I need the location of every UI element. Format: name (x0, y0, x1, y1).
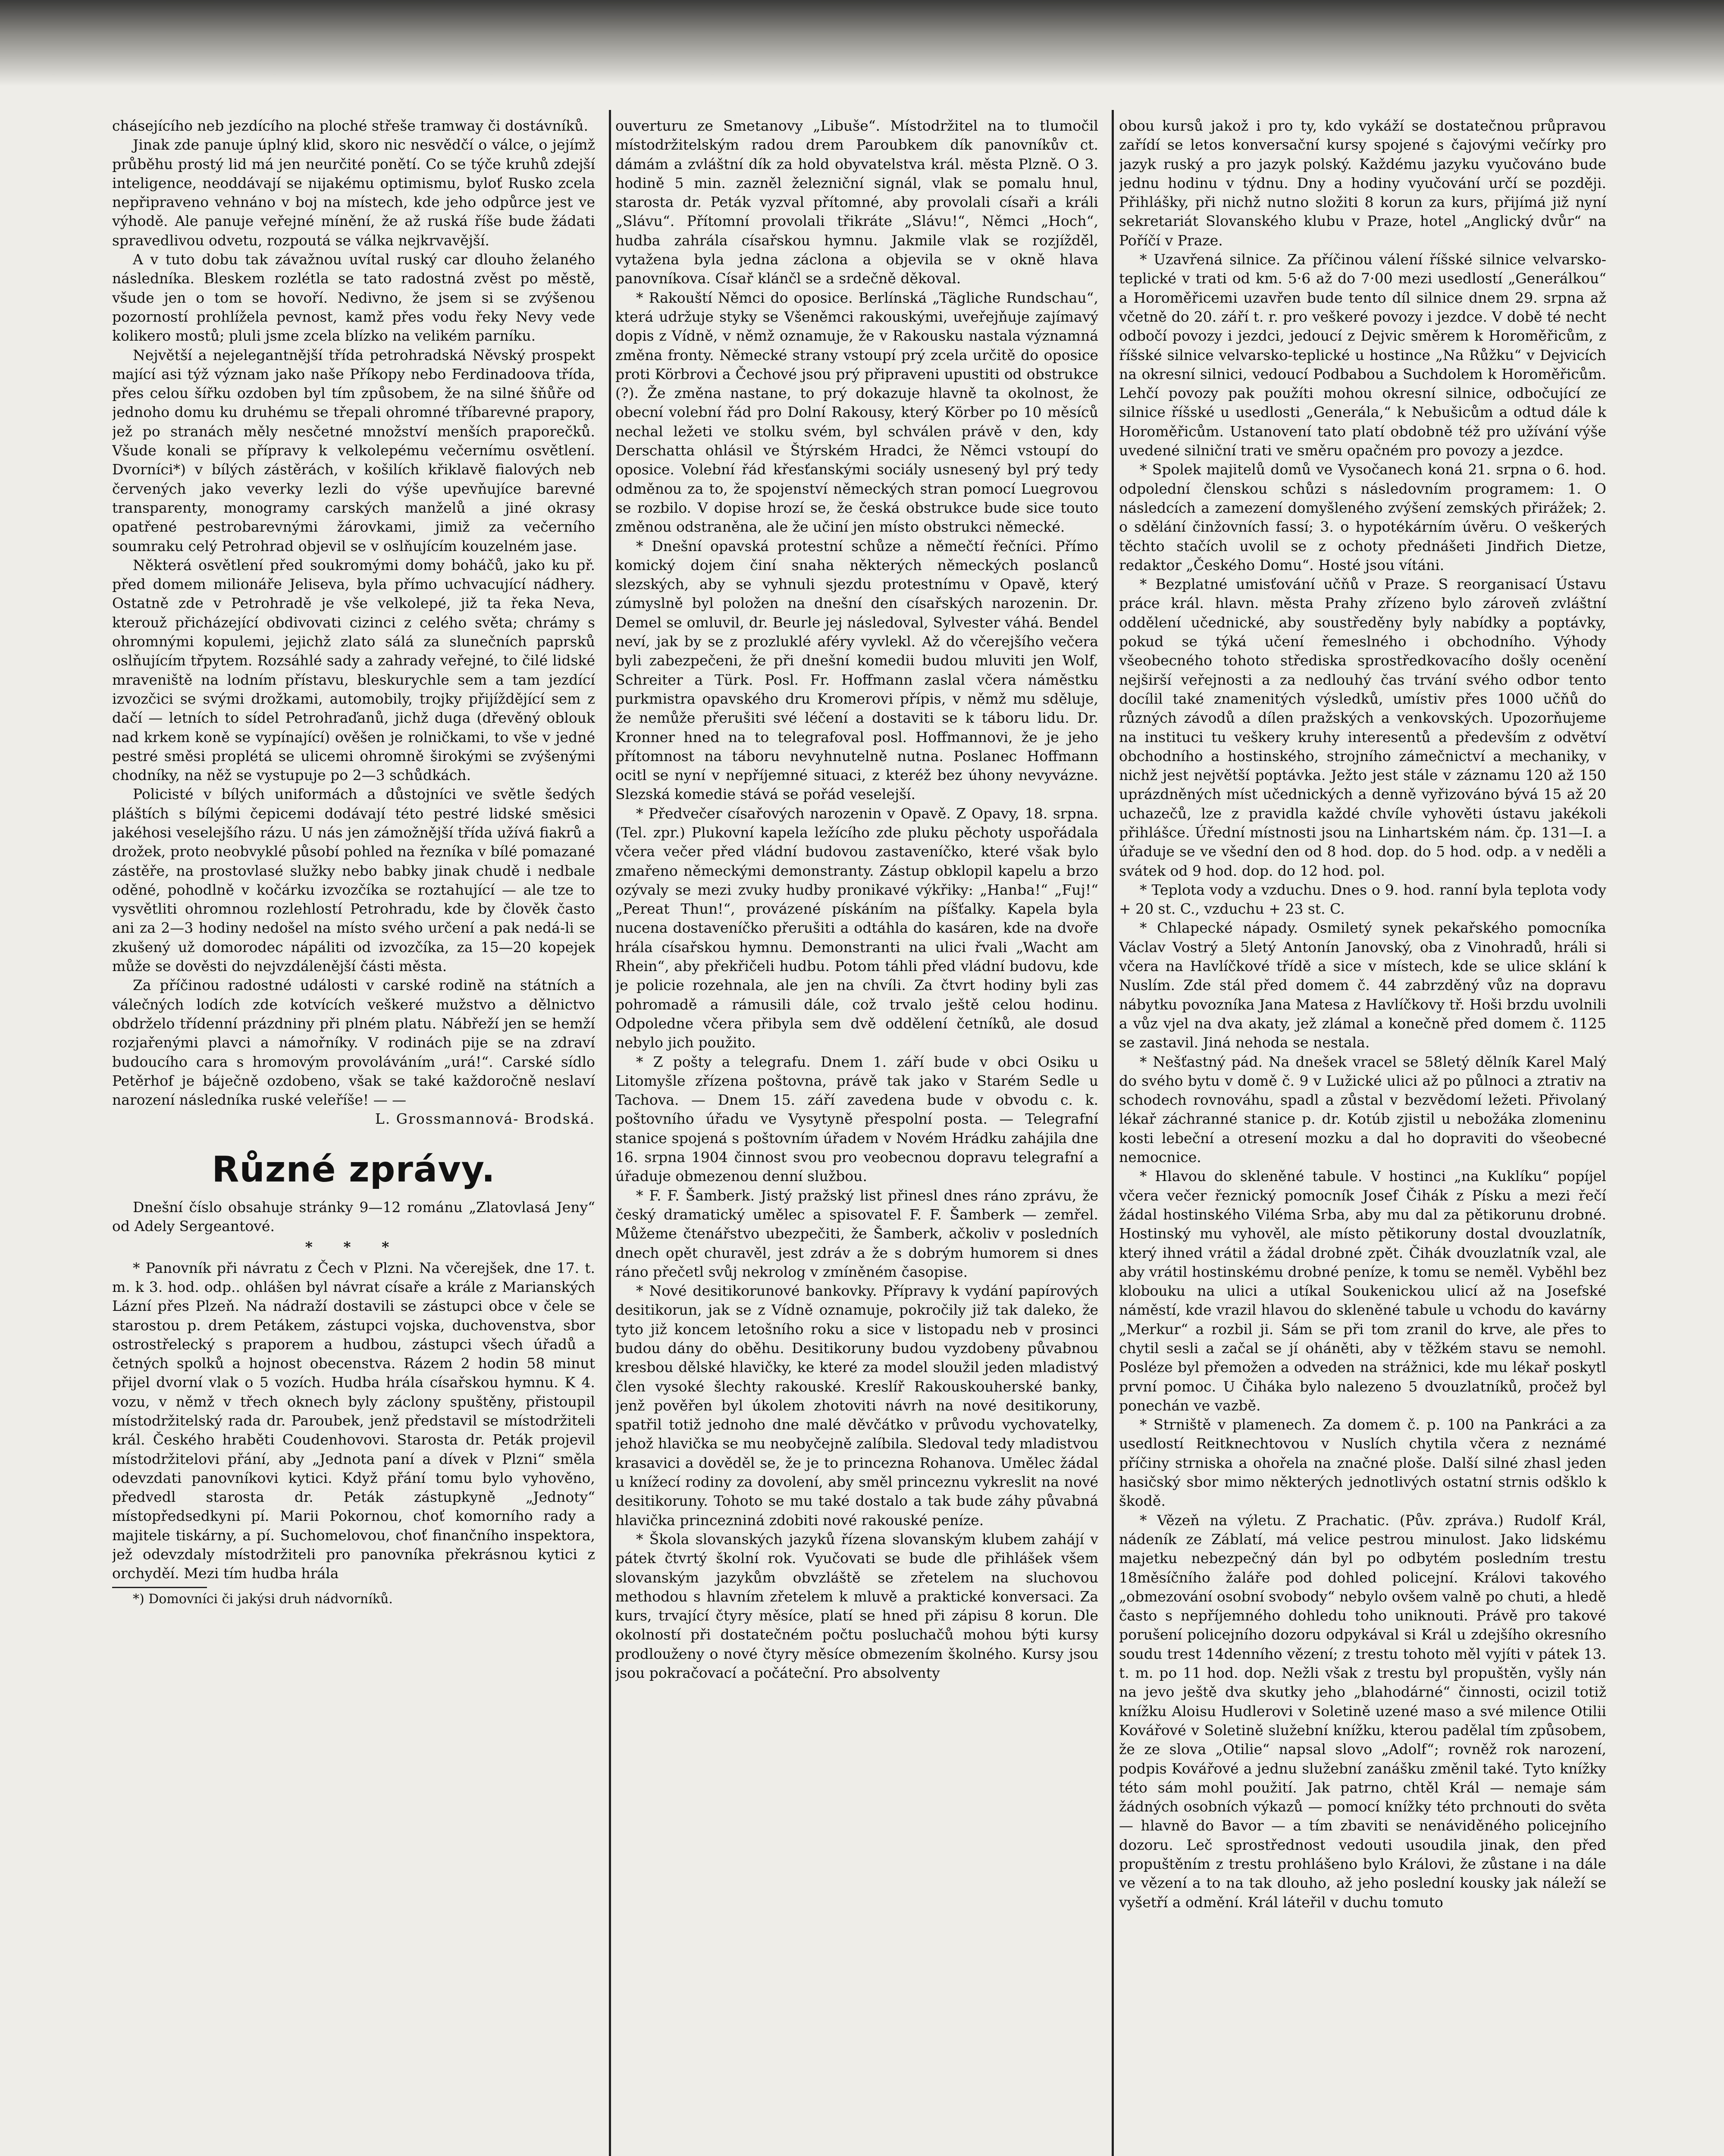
column-2 (615, 116, 1098, 2156)
article-paragraph: chásejícího neb jezdícího na ploché střeše tramway či dostávníků. (112, 117, 588, 134)
column-divider (1112, 110, 1114, 2156)
scan-shadow (0, 0, 1724, 86)
news-item: * Bezplatné umisťování učňů v Praze. S reorganisací Ústavu práce král. hlavn. města Prahy zřízeno bylo zároveň zvláštní oddělení učednické, aby soustředěny byly nabídky a poptávky, pokud se týká učení řemeslného i obchodního. Výhody všeobecného tohoto střediska sprostředkovacího došly ocenění nejširší veřejnosti a za nedlouhý čas trvání svého odbor tento docílil také znamenitých výsledků, umístiv přes 1000 učňů do různých závodů a dílen pražských a venkovských. Upozorňujeme na instituci tu veškery kruhy interesentů a především z odvětví obchodního a hostinského, strojního zámečnictví a mechaniky, v nichž jest největší poptávka. Ježto jest stále v záznamu 120 až 150 uprázdněných míst učednických a denně vyřizováno bývá 15 až 20 uchazečů, lze z pravidla každé chvíle vyhověti ústavu jakékoli přihlášce. Úřední místnosti jsou na Linhartském nám. čp. 131—I. a úřaduje se ve všední den od 8 hod. dop. do 5 hod. odp. a v neděli a svátek od 9 hod. dop. do 12 hod. pol. (1119, 576, 1606, 879)
separator-stars: * * * (305, 1238, 402, 1256)
news-item: * Dnešní opavská protestní schůze a němečtí řečníci. Přímo komický dojem činí snaha některých německých poslanců slezských, aby se vyhnuli sjezdu protestnímu v Opavě, který zúmyslně byl položen na dnešní den císařských narozenin. Dr. Demel se omluvil, dr. Beurle jej následoval, Sylvester váhá. Bendel neví, jak by se z prozluklé aféry vyvlekl. Až do včerejšího večera byli zabezpečeni, že při dnešní komedii budou mluviti jen Wolf, Schreiter a Türk. Posl. Fr. Hoffmann zaslal včera náměstku purkmistra opavského dru Kromerovi přípis, v němž mu sděluje, že nemůže přerušiti své léčení a dostaviti se k táboru lidu. Dr. Kronner hned na to telegrafoval posl. Hoffmannovi, že je jeho přítomnost na táboru nevyhnutelně nutna. Poslanec Hoffmann ocitl se nyní v nepříjemné situaci, z kteréž bez úhony nevyvázne. Slezská komedie stává se pořád veselejší. (615, 537, 1098, 803)
news-item: obou kursů jakož i pro ty, kdo vykáží se dostatečnou průpravou zařídí se letos konversační kursy spojené s čajovými večírky pro jazyk ruský a pro jazyk polský. Každému jazyku vyučováno bude jednu hodinu v týdnu. Dny a hodiny vyučování určí se později. Přihlášky, při nichž nutno složiti 8 korun za kurs, přijímá již nyní sekretariát Slovanského klubu v Praze, hotel „Anglický dvůr“ na Poříčí v Praze. (1119, 117, 1606, 249)
novel-notice: Dnešní číslo obsahuje stránky 9—12 románu „Zlatovlasá Jeny“ od Adely Sergeantové. (112, 1198, 595, 1235)
article-paragraph: A v tuto dobu tak závažnou uvítal ruský car dlouho želaného následníka. Bleskem rozlétla se tato radostná zvěst po městě, všude jen o tom se hovoří. Nedivno, že jsem si se zvýšenou pozorností prohlížela pevnost, kamž přes vodu řeky Nevy vede kolikero mostů; pluli jsme zcela blízko na velikém parníku. (112, 251, 595, 345)
news-item: * Spolek majitelů domů ve Vysočanech koná 21. srpna o 6. hod. odpolední členskou schůzi s následovním programem: 1. O následcích a zamezení domyšleného zvýšení zemských přirážek; 2. o sdělání činžovních fassí; 3. o hypotékárním úvěru. O veškerých těchto stačích uvolil se z ochoty přednášeti Jindřich Dietze, redaktor „Českého Domu“. Hosté jsou vítáni. (1119, 461, 1606, 573)
news-item: * Škola slovanských jazyků řízena slovanským klubem zahájí v pátek čtvrtý školní rok. Vyučovati se bude dle přihlášek všem slovanským jazykům obvzláště se zřetelem na sluchovou methodou s hlavním zřetelem k mluvě a praktické konversaci. Za kurs, trvající čtyry měsíce, platí se hned při zápisu 8 korun. Dle okolností při dostatečném počtu posluchačů mohou býti kursy prodlouženy o nové čtyry měsíce obmezením školného. Kursy jsou jsou pokračovací a počáteční. Pro absolventy (615, 1530, 1098, 1682)
article-paragraph: Největší a nejelegantnější třída petrohradská Něvský prospekt mající asi týž význam jako naše Příkopy nebo Ferdinadoova třída, přes celou šířku ozdoben byl tím způsobem, že na silné šňůře od jednoho domu ku druhému se třepali ohromné tříbarevné prapory, jež po stranách měly nesčetné množství menších praporečků. Všude konali se přípravy k velkolepému večernímu osvětlení. Dvorníci*) v bílých zástěrách, v košilích křiklavě fialových neb červených jako veverky lezli do výše upevňujíce barevné transparenty, monogramy carských manželů a jiné okrasy opatřené pestrobarevnými žárovkami, jimiž za večerního soumraku celý Petrohrad objevil se v oslňujícím kouzelném jase. (112, 346, 595, 555)
column-3 (1119, 116, 1606, 2156)
article-paragraph: Za příčinou radostné události v carské rodině na státních a válečných lodích zde kotvících veškeré mužstvo a dělnictvo obdrželo třídenní prázdniny při plném platu. Nábřeží jen se hemží rozjařenými plavci a námořníky. V rodinách pije se na zdraví budoucího cara s hromovým provoláváním „urá!“. Carské sídlo Petěrhof je báječně ozdobeno, však se také každoročně neslaví narození následníka ruské veleříše! — — (112, 977, 595, 1109)
column-1 (112, 116, 595, 2156)
news-item: * Nové desitikorunové bankovky. Přípravy k vydání papírových desitikorun, jak se z Vídně oznamuje, pokročily již tak daleko, že tyto již koncem letošního roku a sice v listopadu neb v prosinci budou dány do oběhu. Desitikoruny budou vyzdobeny půvabnou kresbou dělské hlavičky, ke které za model sloužil jeden mladistvý člen vysoké šlechty rakouské. Kreslíř Rakouskouherské banky, jenž pověřen byl úkolem zhotoviti návrh na nové desitikoruny, spatřil totiž jednoho dne malé děvčátko v průvodu vychovatelky, jehož hlavička se mu neobyčejně zalíbila. Sledoval tedy mladistvou krasavici a dověděl se, že je to princezna Rohanova. Umělec žádal u knížecí rodiny za dovolení, aby směl princeznu vykreslit na nové desitikoruny. Tohoto se mu také dostalo a tak bude záhy půvabná hlavička princezniná zdobiti nové rakouské peníze. (615, 1282, 1098, 1529)
news-item: * Strniště v plamenech. Za domem č. p. 100 na Pankráci a za usedlostí Reitknechtovou v Nuslích chytila včera z neznámé příčiny strniska a ohořela na značné ploše. Další silné zhasl jeden hasičský sbor mimo některých jednotlivých ostatní strnis odšklo k škodě. (1119, 1416, 1606, 1510)
news-item: * F. F. Šamberk. Jistý pražský list přinesl dnes ráno zprávu, že český dramatický umělec a spisovatel F. F. Šamberk — zemřel. Můžeme čtenářstvo ubezpečiti, že Šamberk, ačkoliv v posledních dnech opět churavěl, jest zdráv a že s dobrým humorem si dnes ráno přečetl svůj nekrolog v zmíněném časopise. (615, 1187, 1098, 1280)
article-paragraph: Jinak zde panuje úplný klid, skoro nic nesvědčí o válce, o jejímž průběhu prostý lid má jen neurčité ponětí. Co se týče kruhů zdejší inteligence, neoddávají se nijakému optimismu, byloť Rusko zcela nepřipraveno vehnáno v boj na místech, kde jeho odpůrce jest ve výhodě. Ale panuje veřejné mínění, že až ruská říše bude žádati spravedlivou odvetu, rozpoutá se válka nejkrvavější. (112, 136, 595, 249)
news-item: * Hlavou do skleněné tabule. V hostinci „na Kuklíku“ popíjel včera večer řeznický pomocník Josef Čihák z Písku a mezi řečí žádal hostinského Viléma Srba, aby mu dal za pětikorunu drobné. Hostinský mu vyhověl, ale místo pětikoruny dostal dvouzlatník, který ihned vrátil a žádal drobné zpět. Čihák dvouzlatník vzal, ale aby vrátil hostinskému drobné peníze, k tomu se neměl. Vyběhl bez klobouku na ulici a utíkal Soukenickou ulicí až na Josefské náměstí, kde vrazil hlavou do skleněné tabule u vchodu do kavárny „Merkur“ a rozbil ji. Sám se při tom zranil do krve, ale přes to chytil sesli a začal se jí oháněti, aby v těžkém stavu se nemohl. Posléze byl přemožen a odveden na strážnici, kde mu lékař poskytl první pomoc. U Čiháka bylo nalezeno 5 dvouzlatníků, pročež byl ponechán ve vazbě. (1119, 1168, 1606, 1414)
article-signature: L. Grossmannová- Brodská. (375, 1110, 595, 1128)
news-item: * Nešťastný pád. Na dnešek vracel se 58letý dělník Karel Malý do svého bytu v domě č. 9 v Lužické ulici až po půlnoci a ztrativ na schodech rovnováhu, spadl a zůstal v bezvědomí ležeti. Přivolaný lékař záchranné stanice p. dr. Kotúb zjistil u nebožáka zlomeninu kosti lebeční a otresení mozku a dal ho dopraviti do všeobecné nemocnice. (1119, 1053, 1606, 1166)
news-item: * Panovník při návratu z Čech v Plzni. Na včerejšek, dne 17. t. m. k 3. hod. odp.. ohlášen byl návrat císaře a krále z Marianských Lázní přes Plzeň. Na nádraží dostavili se zástupci obce v čele se starostou p. drem Petákem, zástupci vojska, duchovenstva, sbor ostrostřelecký s praporem a hudbou, zástupci všech úřadů a četných spolků a hojnost obecenstva. Rázem 2 hodin 58 minut přijel dvorní vlak o 5 vozích. Hudba hrála císařskou hymnu. K 4. vozu, v němž v třech oknech byly záclony spuštěny, přistoupil místodržitelský rada dr. Paroubek, jenž představil se místodržiteli král. Českého hraběti Coudenhovovi. Starosta dr. Peták projevil místodržitelovi přání, aby „Jednota paní a dívek v Plzni“ směla odevzdati panovníkovi kytici. Když přání tomu bylo vyhověno, předvedl starosta dr. Peták zástupkyně „Jednoty“ místopředsedkyni pí. Marii Pokornou, choť komorního rady a majitele tiskárny, a pí. Suchomelovou, choť finančního inspektora, jež odevzdaly místodržiteli pro panovníka překrásnou kytici z orchyděí. Mezi tím hudba hrála (112, 1259, 595, 1582)
news-item: * Teplota vody a vzduchu. Dnes o 9. hod. ranní byla teplota vody + 20 st. C., vzduchu + 23 st. C. (1119, 881, 1606, 918)
footnote: *) Domovníci či jakýsi druh nádvorníků. (133, 1591, 393, 1607)
footnote-rule (112, 1587, 207, 1588)
section-heading: Různé zprávy. (212, 1149, 495, 1190)
news-item: ouverturu ze Smetanovy „Libuše“. Místodržitel na to tlumočil místodržitelským radou drem Paroubkem dík panovníkův ct. dámám a zvláštní dík za hold obyvatelstva král. města Plzně. O 3. hodině 5 min. zazněl železniční signál, vlak se pomalu hnul, starosta dr. Peták vyzval přítomné, aby provolali císaři a králi „Slávu“. Přítomní provolali třikráte „Slávu!“, Němci „Hoch“, hudba zahrála císařskou hymnu. Jakmile vlak se rozjíždě́l, vytažena byla jedna záclona a objevila se v okně hlava panovníkova. Císař klánčl se a srdečně děkoval. (615, 117, 1098, 287)
news-item: * Uzavřená silnice. Za příčinou válení říšské silnice velvarsko-teplické v trati od km. 5·6 až do 7·00 mezi usedlostí „Generálkou“ a Horoměřicemi uzavřen bude tento díl silnice dnem 29. srpna až včetně do 20. září t. r. pro veškeré povozy i jezdce. V době té necht odbočí povozy i jezdci, jedoucí z Dejvic směrem k Horoměřicům, z říšské silnice velvarsko-teplické u hostince „Na Růžku“ v Dejvicích na okresní silnici, vedoucí Podbabou a Suchdolem k Horoměřicům. Lehčí povozy pak použíti mohou okresní silnice, odbočující ze silnice říšské u usedlosti „Generála,“ k Nebušicům a odtud dále k Horoměřicům. Ustanovení tato platí obdobně též pro užívání výše uvedené silniční trati ve směru opačném pro povozy a jezdce. (1119, 251, 1606, 459)
news-item: * Rakouští Němci do oposice. Berlínská „Tägliche Rundschau“, která udržuje styky se Všeněmci rakouskými, uveřejňuje zajímavý dopis z Vídně, v němž oznamuje, že v Rakousku nastala významná změna fronty. Německé strany vstoupí prý zcela určitě do oposice proti Körbrovi a Čechové jsou prý připraveni upustiti od obstrukce (?). Že změna nastane, to prý dokazuje hlavně ta okolnost, že obecní volební řád pro Dolní Rakousy, který Körber po 10 měsíců nechal ležeti ve stolku svém, byl schválen právě v den, kdy Derschatta ohlásil ve Štýrském Hradci, že Němci vstoupí do oposice. Volební řád křesťanskými sociály usnesený byl prý tedy odměnou za to, že spojenství německých stran pomocí Luegrovou se rozbilo. V dopise hrozí se, že česká obstrukce bude sice touto změnou odstraněna, ale že učiní jen místo obstrukci německé. (615, 289, 1098, 536)
news-item: * Chlapecké nápady. Osmiletý synek pekařského pomocníka Václav Vostrý a 5letý Antonín Janovský, oba z Vinohradů, hráli si včera na Havlíčkové třídě a sice v místech, kde se ulice sklání k Nuslím. Zde stál před domem č. 44 zabrzděný vůz na dopravu nábytku povozníka Jana Matesa z Havlíčkovy tř. Hoši brzdu uvolnili a vůz vjel na dva akaty, jež zlámal a konečně před domem č. 1125 se zastavil. Jiná nehoda se nestala. (1119, 919, 1606, 1051)
news-item: * Předvečer císařových narozenin v Opavě. Z Opavy, 18. srpna. (Tel. zpr.) Plukovní kapela ležícího zde pluku pěchoty uspořádala včera večer před vládní budovou zastaveníčko, které však bylo zmařeno německými demonstranty. Zástup obklopil kapelu a brzo ozývaly se mezi zvuky hudby pronikavé výkřiky: „Hanba!“ „Fuj!“ „Pereat Thun!“, provázené pískáním na píšťalky. Kapela byla nucena dostaveníčko přerušiti a odtáhla do kasáren, kde na dvoře hrála císařskou hymnu. Demonstranti na ulici řvali „Wacht am Rhein“, aby překřičeli hudbu. Potom táhli před vládní budovu, kde je policie rozehnala, ale jen na chvíli. Za čtvrt hodiny byli zas pohromadě a rámusili dále, což trvalo ještě celou hodinu. Odpoledne včera přibyla sem dvě oddělení četníků, ale dosud nebylo jich použito. (615, 805, 1098, 1051)
article-paragraph: Policisté v bílých uniformách a důstojníci ve světle šedých pláštích s bílými čepicemi dodávají této pestré lidské směsici jakéhosi veselejšího rázu. U nás jen zámožnější třída užívá fiakrů a drožek, proto neobvyklé působí pohled na řezníka v bílé pomazané zástěře, na prostovlasé služky nebo babky jinak chudě i nedbale oděné, pohodlně v kočárku izvozčíka se roztahující — ale tze to vysvětliti ohromnou rozlehlostí Petrohradu, kde by člověk často ani za 2—3 hodiny nedošel na místo svého určení a pak nedá-li se zkušený už domorodec nápáliti od izvozčíka, za 15—20 kopejek může se dověsti do nejvzdálenější části města. (112, 786, 595, 975)
news-item: * Z pošty a telegrafu. Dnem 1. září bude v obci Osiku u Litomyšle zřízena poštovna, právě tak jako v Starém Sedle u Tachova. — Dnem 15. září zavedena bude v obvodu c. k. poštovního úřadu ve Vysytyně přespolní posta. — Telegrafní stanice spojená s poštovním úřadem v Novém Hrádku zahájila dne 16. srpna 1904 činnost svou pro veobecnou dopravu telegrafní a úřaduje obmezenou denní službou. (615, 1053, 1098, 1185)
article-paragraph: Některá osvětlení před soukromými domy boháčů, jako ku př. před domem milionáře Jeliseva, byla přímo uchvacující nádhery. Ostatně zde v Petrohradě je vše velkolepé, již ta řeka Neva, kterouž přicházející obdivovati cizinci z celého světa; chrámy s ohromnými kopulemi, jejichž zlato sálá za slunečních paprsků oslňujícím třpytem. Rozsáhlé sady a zahrady veřejné, to čilé lidské mraveniště na lodním přístavu, bleskurychle sem a tam jezdící izvozčici se svými drožkami, automobily, trojky přijíždějící sem z dačí — letních to sídel Petrohraďanů, jichž duga (dřevěný oblouk nad krkem koně se vypínající) ověšen je rolničkami, to vše v jedné pestré směsi proplétá se ulicemi ohromně širokými se zvýšenými chodníky, na něž se vystupuje po 2—3 schůdkách. (112, 556, 595, 784)
column-divider (609, 110, 611, 2156)
news-item: * Vězeň na výletu. Z Prachatic. (Pův. zpráva.) Rudolf Král, nádeník ze Záblatí, má velice pestrou minulost. Jako lidskému majetku nebezpečný dán byl po odbytém posledním trestu 18měsíčního žaláře pod dohled policejní. Královi takového „obmezování osobní svobody“ nebylo ovšem valně po chuti, a hledě často s nepříjemného dohledu toho uniknouti. Právě pro takové porušení policejního dozoru odpykával si Král u zdejšího okresního soudu trest 14denního vězení; z trestu tohoto měl vyjíti v pátek 13. t. m. po 11 hod. dop. Nežli však z trestu byl propuštěn, vyšly nán na jevo ještě dva skutky jeho „blahodárné“ činnosti, ocizil totiž knížku Aloisu Hudlerovi v Soletině uzené maso a své milence Otilii Kovářové v Soletině služební knížku, kterou padělal tím způsobem, že ze slova „Otilie“ napsal slovo „Adolf“; rovněž rok narození, podpis Kovářové a jednu služební zanášku změnil také. Tyto knížky této sám mohl použití. Jak patrno, chtěl Král — nemaje sám žádných osobních výkazů — pomocí knížky této prchnouti do světa — hlavně do Bavor — a tím zbaviti se nenáviděného policejního dozoru. Leč sprostřednost vedouti usoudila jinak, den před propuštěním z trestu prohlášeno bylo Královi, že zůstane i na dále ve vězení a to na tak dlouho, až jeho poslední kousky jak náleží se vyšetří a odmění. Král láteřil v duchu tomuto (1119, 1511, 1606, 1911)
